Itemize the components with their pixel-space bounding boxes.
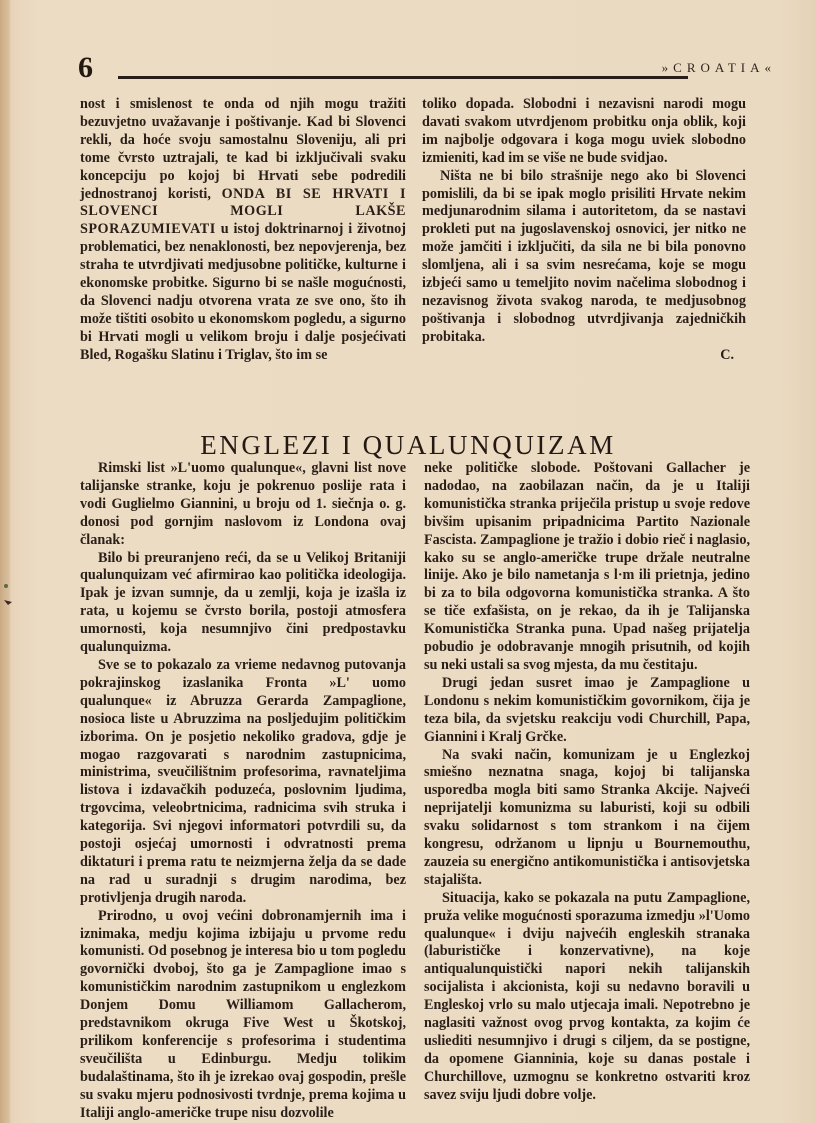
paragraph: Na svaki način, komunizam je u Englezkoj smiešno neznatna snaga, kojoj bi talijanska usporedba mogla biti samo Stranka Akcije. Najveći neprijatelji komunizma su laburisti, koji su odbili svaku solidarnost s tom strankom i na čijem kongresu, održanom u lipnju u Bournemouthu, zauzeia su energično antikomunistička i antisovjetska stajališta. [424,746,750,888]
paragraph: Ništa ne bi bilo strašnije nego ako bi Slovenci pomislili, da bi se ipak moglo prisiliti Hrvate nekim medjunarodnim silama i autoritetom, da se nastavi prokleti put na jugoslavenskoj osnovici, jer nitko ne može jamčiti i izključiti, da sila ne bi bila ponovno slomljena, ali i sa svim nesrećama, koje se mogu izbjeći samo u temeljito novim načelima slobodnog i nezavisnog života svakog naroda, te medjusobnog poštivanja i slobodnog utvrdjivanja zajedničkih probitaka. [422,167,746,345]
page-number: 6 [78,51,93,84]
binding-mark-icon [2,580,16,606]
emphasis-text: ONDA BI SE HRVATI I SLOVENCI MOGLI LAKŠE SPORAZUMIEVATI [80,185,406,238]
top-article-right-column [422,96,746,365]
main-article-left-column [80,460,406,1123]
article-headline: ENGLEZI I QUALUNQUIZAM [200,430,616,461]
paragraph: neke političke slobode. Poštovani Gallacher je nadodao, na zaobilazan način, da je u Italiji komunistička stranka priječila pristup u svoje redove bivšim upisanim pripadnicima Partito Nazionale Fascista. Zampaglione je tražio i dobio rieč i naglasio, kako su se anglo-američke trupe držale neutralne linije. Ako je bilo nametanja s l·m ili prietnja, jedino bi za to bila odgovorna komunistička stranka. A što se tiče exfašista, on je rekao, da ih je Talijanska Komunistička Stranka puna. Upad našeg prijatelja pobudio je odobravanje mnogih prisutnih, od kojih su neki ustali sa svog mjesta, da mu čestitaju. [424,460,750,673]
paragraph: Drugi jedan susret imao je Zampaglione u Londonu s nekim komunističkim govornikom, čija je teza bila, da svjetsku reakciju vodi Churchill, Papa, Giannini i Kralj Grčke. [424,674,750,745]
paragraph: Rimski list »L'uomo qualunque«, glavni list nove talijanske stranke, koju je pokrenuo poslije rata i vodi Guglielmo Giannini, u broju od 1. siečnja o. g. donosi pod gornjim naslovom iz Londona ovaj članak: [80,460,406,548]
paragraph-text: u istoj doktrinarnoj i životnoj problematici, bez nenaklonosti, bez nepovjerenja, bez straha te utvrdjivati medjusobne političke, kulturne i ekonomske probitke. Sigurno bi se našle mogućnosti, da Slovenci nadju otvorena vrata ze sve ono, što ih može tištiti osobito u ekonomskom pogledu, a sigurno bi Hrvati mogli u velikom broju i dalje posjećivati Bled, Rogašku Slatinu i Triglav, što im se [80,221,406,363]
paragraph: Bilo bi preuranjeno reći, da se u Velikoj Britaniji qualunquizam već afirmirao kao politička ideologija. Ipak je izvan sumnje, da u zemlji, koja je izašla iz rata, u kojemu se čvrsto borila, postoji atmosfera umornosti, koja nesumnjivo čini predpostavku qualunquizma. [80,549,406,656]
paragraph [80,96,406,365]
page-gutter-edge [0,0,10,1123]
main-article-right-column [424,460,750,1105]
top-article-left-column [80,96,406,365]
masthead-title: »CROATIA« [661,60,776,75]
paragraph: toliko dopada. Slobodni i nezavisni narodi mogu davati svakom utvrdjenom probitku onja oblik, koji im najbolje odgovara i koga mogu uviek slobodno izmieniti, kad im se više ne bude svidjao. [422,96,746,166]
paragraph-text: nost i smislenost te onda od njih mogu tražiti bezuvjetno uvažavanje i poštivanje. Kad bi Slovenci rekli, da hoće svoju samostalnu Sloveniju, ali pri tome čvrsto uztrajali, te kad bi izključivali svaku koncepciju po kojoj bi Hrvati sebe podredili jednostranoj koristi, [80,96,406,202]
paragraph: Prirodno, u ovoj većini dobronamjernih ima i iznimaka, medju kojima izbijaju u prvome redu komunisti. Od posebnog je interesa bio u tom pogledu govornički dvoboj, što ga je Zampaglione imao s komunističkim narodnim zastupnikom u englezkom Donjem Domu Williamom Gallacherom, predstavnikom okruga Five West u Škotskoj, prilikom konferencije s profesorima i studentima sveučilišta u Edinburgu. Medju tolikim budalaštinama, što ih je izrekao ovaj gospodin, prešle su svaku mjeru podnosivosti tvrdnje, prema kojima u Italiji anglo-američke trupe nisu dozvolile [80,907,406,1121]
author-signature: C. [720,346,734,363]
header-rule [118,76,688,79]
paragraph: Situacija, kako se pokazala na putu Zampaglione, pruža velike mogućnosti sporazuma izmedju »l'Uomo qualunque« i dviju najvećih engleskih stranaka (laburističke i konzervativne), na koje antiqualunquistički napori nekih talijanskih socijalista i akcionista, koji su nedavno boravili u Engleskoj vrlo su malo utjecaja imali. Nepotrebno je naglasiti važnost ovog prvog kontakta, za kojim će usliediti nesumnjivo i drugi s ciljem, da se postigne, da opomene Gianninia, koje su danas postale i Churchillove, uzmognu se konkretno ostvariti kroz savez sviju ljudi dobre volje. [424,889,750,1103]
page-header [78,52,786,84]
paragraph: Sve se to pokazalo za vrieme nedavnog putovanja pokrajinskog izaslanika Fronta »L' uomo qualunque« iz Abruzza Gerarda Zampaglione, nosioca liste u Abruzzima na posljedujim političkim izborima. On je posjetio nekoliko gradova, gdje je mogao razgovarati s narodnim zastupnicima, ministrima, sveučilištnim profesorima, ravnateljima listova i izdavačkih poduzeća, poslovnim ljudima, trgovcima, veleobrtnicima, radnicima svih struka i kategorija. Svi njegovi informatori potvrdili su, da postoji osjećaj umornosti i odvratnosti prema diktaturi i prema ratu te neizmjerna želja da se dade na rad u suradnji s drugim narodima, bez protivljenja drugih naroda. [80,656,406,906]
